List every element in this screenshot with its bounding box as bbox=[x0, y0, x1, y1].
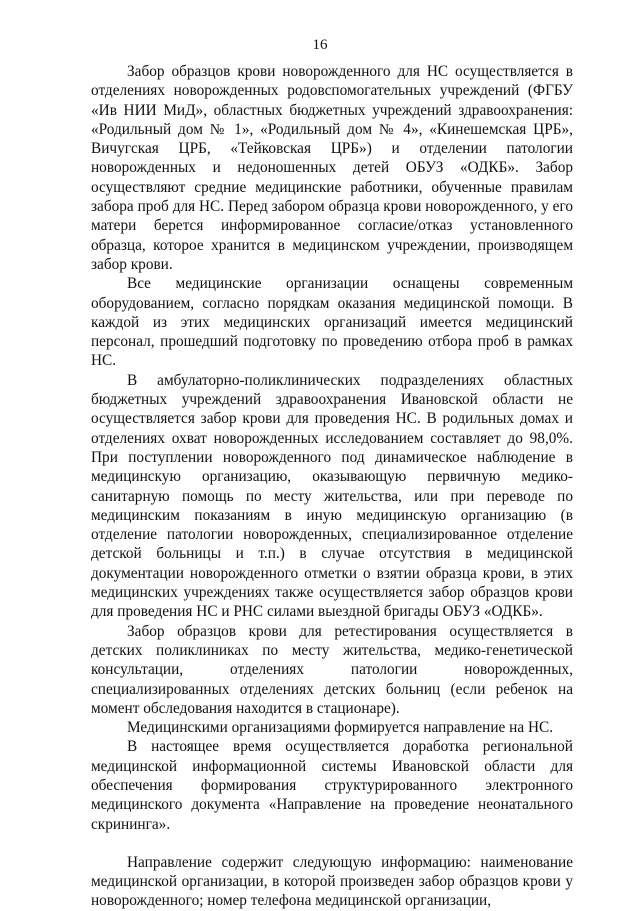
paragraph-referral-formed: Медицинскими организациями формируется направление на НС. bbox=[127, 719, 554, 737]
paragraph-sample-collection: Забор образцов крови новорожденного для НС осуществляется в отделениях новорожденных родовспомогательных учреждений (ФГБУ «Ив НИИ МиД», областных бюджетных учреждений здравоохранения: «Родильный дом № 1», «Родильный дом № 4», «Кинешемская ЦРБ», Вичугская ЦРБ, «Тейковская ЦРБ») и отделении патологии новорожденных и недоношенных детей ОБУЗ «ОДКБ». Забор осуществляют средние медицинские работники, обученные правилам забора проб для НС. Перед забором образца крови новорожденного, у его матери берется информированное согласие/отказ установленного образца, которое хранится в медицинском учреждении, производящем забор крови. bbox=[91, 63, 573, 273]
paragraph-retesting: Забор образцов крови для ретестирования осуществляется в детских поликлиниках по месту жительства, медико-генетической консультации, отделениях патологии новорожденных, специализированных отделениях детских больниц (если ребенок на момент обследования находится в стационаре). bbox=[91, 622, 573, 717]
page-number: 16 bbox=[312, 37, 328, 53]
document-body bbox=[91, 62, 573, 911]
paragraph-referral-contents: Направление содержит следующую информацию: наименование медицинской организации, в которой произведен забор образцов крови у новорожденного; номер телефона медицинской организации, bbox=[91, 853, 573, 910]
paragraph-information-system: В настоящее время осуществляется доработка региональной медицинской информационной системы Ивановской области для обеспечения формирования структурированного электронного медицинского документа «Направление на проведение неонатального скрининга». bbox=[91, 738, 573, 833]
paragraph-outpatient: В амбулаторно-поликлинических подразделениях областных бюджетных учреждений здравоохранения Ивановской области не осуществляется забор крови для проведения НС. В родильных домах и отделениях охват новорожденных исследованием составляет до 98,0%. При поступлении новорожденного под динамическое наблюдение в медицинскую организацию, оказывающую первичную медико-санитарную помощь по месту жительства, или при переводе по медицинским показаниям в иную медицинскую организацию (в отделение патологии новорожденных, специализированное отделение детской больницы и т.п.) в случае отсутствия в медицинской документации новорожденного отметки о взятии образца крови, в этих медицинских учреждениях также осуществляется забор образцов крови для проведения НС и РНС силами выездной бригады ОБУЗ «ОДКБ». bbox=[91, 371, 573, 621]
paragraph-equipment: Все медицинские организации оснащены современным оборудованием, согласно порядкам оказания медицинской помощи. В каждой из этих медицинских организаций имеется медицинский персонал, прошедший подготовку по проведению отбора проб в рамках НС. bbox=[91, 275, 573, 370]
